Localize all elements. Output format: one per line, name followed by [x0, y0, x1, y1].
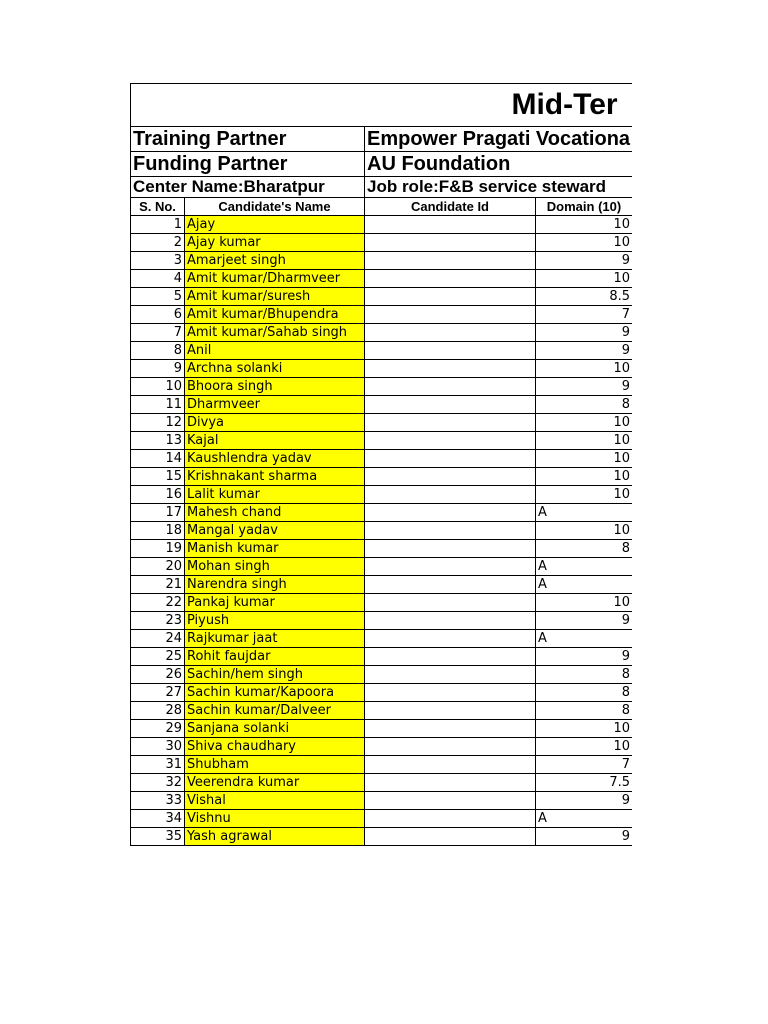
- cell-domain: 10: [536, 468, 633, 486]
- table-row: [131, 306, 633, 324]
- cell-sno: 8: [131, 342, 185, 360]
- table-row: [131, 828, 633, 846]
- cell-domain: 9: [536, 828, 633, 846]
- cell-domain: 7: [536, 306, 633, 324]
- cell-sno: 2: [131, 234, 185, 252]
- table-row: [131, 738, 633, 756]
- table-row: [131, 558, 633, 576]
- cell-sno: 17: [131, 504, 185, 522]
- cell-candidate-id: [365, 504, 536, 522]
- cell-candidate-id: [365, 306, 536, 324]
- cell-candidate-id: [365, 432, 536, 450]
- table-row: [131, 612, 633, 630]
- cell-domain: 10: [536, 432, 633, 450]
- funding-partner-label: Funding Partner: [131, 152, 365, 177]
- cell-sno: 13: [131, 432, 185, 450]
- table-row: [131, 702, 633, 720]
- table-row: [131, 234, 633, 252]
- cell-candidate-name: Anil: [185, 342, 365, 360]
- table-row: [131, 360, 633, 378]
- cell-domain: 8: [536, 540, 633, 558]
- cell-domain: 10: [536, 414, 633, 432]
- cell-candidate-name: Krishnakant sharma: [185, 468, 365, 486]
- table-row: [131, 576, 633, 594]
- job-role: Job role:F&B service steward: [365, 177, 633, 198]
- cell-domain: 9: [536, 252, 633, 270]
- cell-candidate-name: Amarjeet singh: [185, 252, 365, 270]
- cell-domain: 8: [536, 396, 633, 414]
- cell-sno: 26: [131, 666, 185, 684]
- table-row: [131, 288, 633, 306]
- cell-candidate-id: [365, 612, 536, 630]
- table-row: [131, 540, 633, 558]
- cell-candidate-name: Sanjana solanki: [185, 720, 365, 738]
- cell-candidate-name: Sachin/hem singh: [185, 666, 365, 684]
- cell-candidate-id: [365, 396, 536, 414]
- cell-domain: A: [536, 558, 633, 576]
- header-row: [131, 198, 633, 216]
- cell-sno: 12: [131, 414, 185, 432]
- center-name: Center Name:Bharatpur: [131, 177, 365, 198]
- table-row: [131, 324, 633, 342]
- cell-candidate-id: [365, 270, 536, 288]
- cell-sno: 4: [131, 270, 185, 288]
- training-partner-value: Empower Pragati Vocationa: [365, 127, 633, 152]
- cell-candidate-name: Lalit kumar: [185, 486, 365, 504]
- header-candidate-id: Candidate Id: [365, 198, 536, 216]
- cell-sno: 32: [131, 774, 185, 792]
- table-row: [131, 450, 633, 468]
- cell-domain: A: [536, 504, 633, 522]
- cell-candidate-name: Archna solanki: [185, 360, 365, 378]
- cell-candidate-name: Amit kumar/Bhupendra: [185, 306, 365, 324]
- table-row: [131, 432, 633, 450]
- cell-sno: 20: [131, 558, 185, 576]
- cell-candidate-name: Mahesh chand: [185, 504, 365, 522]
- cell-candidate-name: Mohan singh: [185, 558, 365, 576]
- cell-candidate-id: [365, 378, 536, 396]
- cell-sno: 15: [131, 468, 185, 486]
- cell-domain: 10: [536, 270, 633, 288]
- header-domain: Domain (10): [536, 198, 633, 216]
- cell-sno: 27: [131, 684, 185, 702]
- cell-candidate-id: [365, 594, 536, 612]
- table-row: [131, 720, 633, 738]
- cell-candidate-name: Shubham: [185, 756, 365, 774]
- marks-table: [130, 83, 632, 846]
- cell-candidate-id: [365, 738, 536, 756]
- cell-candidate-id: [365, 576, 536, 594]
- cell-domain: 9: [536, 342, 633, 360]
- cell-candidate-name: Vishal: [185, 792, 365, 810]
- cell-candidate-id: [365, 792, 536, 810]
- cell-domain: A: [536, 810, 633, 828]
- cell-sno: 5: [131, 288, 185, 306]
- cell-candidate-name: Dharmveer: [185, 396, 365, 414]
- table-row: [131, 270, 633, 288]
- table-row: [131, 774, 633, 792]
- cell-candidate-name: Manish kumar: [185, 540, 365, 558]
- cell-domain: 10: [536, 234, 633, 252]
- cell-domain: 8: [536, 666, 633, 684]
- cell-domain: 9: [536, 612, 633, 630]
- cell-domain: A: [536, 630, 633, 648]
- cell-sno: 1: [131, 216, 185, 234]
- cell-candidate-name: Rajkumar jaat: [185, 630, 365, 648]
- cell-candidate-name: Ajay: [185, 216, 365, 234]
- cell-domain: 8.5: [536, 288, 633, 306]
- cell-candidate-name: Bhoora singh: [185, 378, 365, 396]
- cell-domain: 10: [536, 216, 633, 234]
- funding-partner-row: [131, 152, 633, 177]
- cell-candidate-id: [365, 828, 536, 846]
- cell-candidate-id: [365, 630, 536, 648]
- table-row: [131, 666, 633, 684]
- cell-sno: 21: [131, 576, 185, 594]
- cell-candidate-name: Sachin kumar/Kapoora: [185, 684, 365, 702]
- table-row: [131, 756, 633, 774]
- cell-sno: 25: [131, 648, 185, 666]
- table-row: [131, 648, 633, 666]
- cell-candidate-id: [365, 468, 536, 486]
- table-row: [131, 594, 633, 612]
- table-row: [131, 414, 633, 432]
- table-row: [131, 684, 633, 702]
- table-row: [131, 810, 633, 828]
- table-row: [131, 378, 633, 396]
- cell-candidate-id: [365, 702, 536, 720]
- cell-sno: 30: [131, 738, 185, 756]
- cell-candidate-name: Veerendra kumar: [185, 774, 365, 792]
- cell-candidate-name: Sachin kumar/Dalveer: [185, 702, 365, 720]
- cell-candidate-name: Piyush: [185, 612, 365, 630]
- cell-sno: 22: [131, 594, 185, 612]
- cell-candidate-name: Vishnu: [185, 810, 365, 828]
- cell-sno: 3: [131, 252, 185, 270]
- cell-sno: 11: [131, 396, 185, 414]
- cell-candidate-id: [365, 648, 536, 666]
- cell-sno: 10: [131, 378, 185, 396]
- cell-candidate-id: [365, 684, 536, 702]
- cell-candidate-id: [365, 324, 536, 342]
- cell-candidate-id: [365, 342, 536, 360]
- cell-domain: 10: [536, 594, 633, 612]
- funding-partner-value: AU Foundation: [365, 152, 633, 177]
- cell-candidate-id: [365, 360, 536, 378]
- cell-candidate-name: Amit kumar/Dharmveer: [185, 270, 365, 288]
- cell-sno: 31: [131, 756, 185, 774]
- cell-candidate-id: [365, 558, 536, 576]
- cell-candidate-name: Pankaj kumar: [185, 594, 365, 612]
- cell-candidate-name: Amit kumar/suresh: [185, 288, 365, 306]
- table-row: [131, 486, 633, 504]
- cell-candidate-name: Divya: [185, 414, 365, 432]
- sheet-title: Mid-Ter: [131, 84, 633, 127]
- title-row: [131, 84, 633, 127]
- cell-domain: 9: [536, 378, 633, 396]
- cell-domain: 7.5: [536, 774, 633, 792]
- cell-domain: 10: [536, 486, 633, 504]
- table-row: [131, 504, 633, 522]
- cell-domain: 8: [536, 684, 633, 702]
- header-name: Candidate's Name: [185, 198, 365, 216]
- cell-domain: A: [536, 576, 633, 594]
- cell-sno: 28: [131, 702, 185, 720]
- cell-candidate-id: [365, 486, 536, 504]
- cell-candidate-name: Amit kumar/Sahab singh: [185, 324, 365, 342]
- cell-domain: 9: [536, 324, 633, 342]
- cell-candidate-id: [365, 756, 536, 774]
- table-row: [131, 792, 633, 810]
- cell-candidate-id: [365, 234, 536, 252]
- cell-candidate-name: Yash agrawal: [185, 828, 365, 846]
- cell-sno: 29: [131, 720, 185, 738]
- table-row: [131, 522, 633, 540]
- cell-sno: 24: [131, 630, 185, 648]
- cell-domain: 10: [536, 738, 633, 756]
- spreadsheet: [130, 83, 632, 873]
- table-row: [131, 468, 633, 486]
- cell-sno: 35: [131, 828, 185, 846]
- cell-domain: 10: [536, 360, 633, 378]
- cell-domain: 10: [536, 522, 633, 540]
- cell-candidate-id: [365, 522, 536, 540]
- table-row: [131, 342, 633, 360]
- cell-domain: 9: [536, 648, 633, 666]
- center-row: [131, 177, 633, 198]
- cell-candidate-id: [365, 774, 536, 792]
- cell-candidate-id: [365, 810, 536, 828]
- cell-sno: 16: [131, 486, 185, 504]
- cell-domain: 7: [536, 756, 633, 774]
- cell-sno: 6: [131, 306, 185, 324]
- cell-candidate-name: Mangal yadav: [185, 522, 365, 540]
- cell-candidate-name: Ajay kumar: [185, 234, 365, 252]
- cell-domain: 10: [536, 450, 633, 468]
- cell-candidate-id: [365, 216, 536, 234]
- table-row: [131, 216, 633, 234]
- cell-sno: 9: [131, 360, 185, 378]
- cell-sno: 18: [131, 522, 185, 540]
- cell-candidate-id: [365, 720, 536, 738]
- cell-sno: 19: [131, 540, 185, 558]
- cell-sno: 14: [131, 450, 185, 468]
- cell-candidate-name: Narendra singh: [185, 576, 365, 594]
- cell-domain: 9: [536, 792, 633, 810]
- training-partner-row: [131, 127, 633, 152]
- cell-candidate-name: Kaushlendra yadav: [185, 450, 365, 468]
- cell-candidate-id: [365, 252, 536, 270]
- header-sno: S. No.: [131, 198, 185, 216]
- cell-sno: 33: [131, 792, 185, 810]
- cell-domain: 10: [536, 720, 633, 738]
- cell-candidate-id: [365, 288, 536, 306]
- cell-sno: 23: [131, 612, 185, 630]
- cell-sno: 34: [131, 810, 185, 828]
- table-row: [131, 252, 633, 270]
- cell-candidate-id: [365, 540, 536, 558]
- table-row: [131, 630, 633, 648]
- cell-candidate-name: Rohit faujdar: [185, 648, 365, 666]
- cell-sno: 7: [131, 324, 185, 342]
- cell-candidate-id: [365, 666, 536, 684]
- cell-candidate-id: [365, 414, 536, 432]
- cell-candidate-name: Shiva chaudhary: [185, 738, 365, 756]
- table-row: [131, 396, 633, 414]
- cell-candidate-id: [365, 450, 536, 468]
- training-partner-label: Training Partner: [131, 127, 365, 152]
- cell-candidate-name: Kajal: [185, 432, 365, 450]
- cell-domain: 8: [536, 702, 633, 720]
